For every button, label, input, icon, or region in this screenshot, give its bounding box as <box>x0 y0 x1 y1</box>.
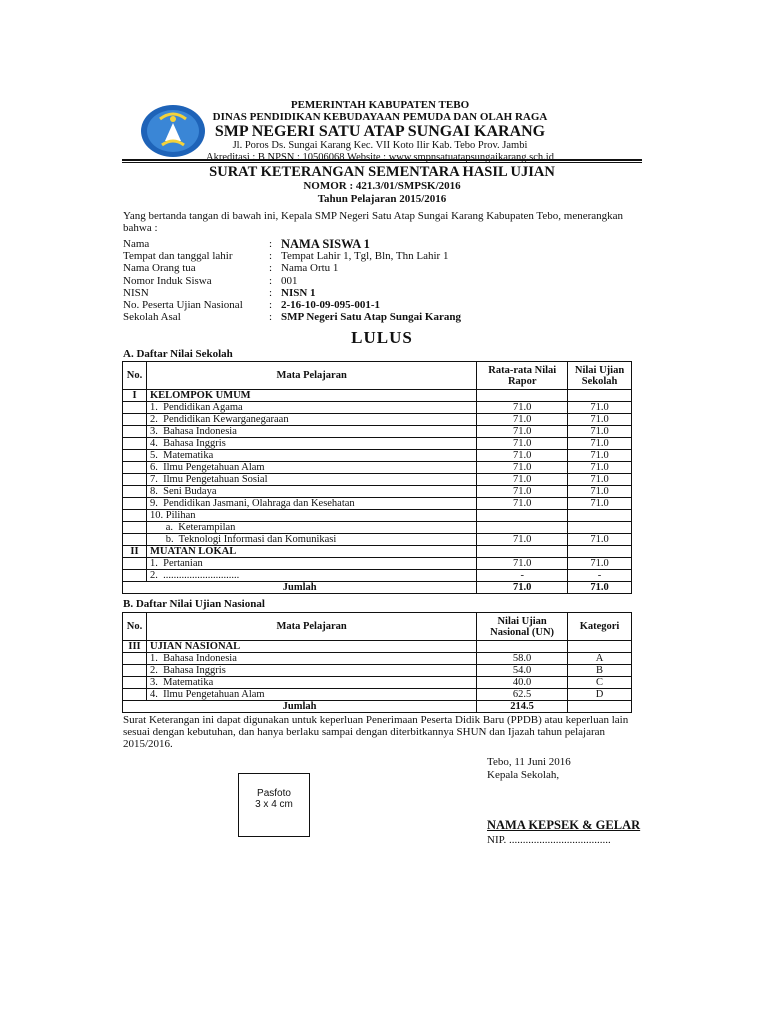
header-un-score: Nilai Ujian Nasional (UN) <box>477 613 568 641</box>
school-grades-table <box>122 361 632 594</box>
school-exam-score: 71.0 <box>568 462 632 474</box>
subject-name: MUATAN LOKAL <box>146 546 476 558</box>
school-exam-score: 71.0 <box>568 558 632 570</box>
row-number <box>123 510 147 522</box>
identity-value: Nama Ortu 1 <box>281 262 339 275</box>
header-rapor: Rata-rata Nilai Rapor <box>477 362 568 390</box>
department-name: DINAS PENDIDIKAN KEBUDAYAAN PEMUDA DAN OLAH RAGA <box>212 111 548 123</box>
place-date: Tebo, 11 Juni 2016 <box>487 756 571 768</box>
table-row <box>123 462 632 474</box>
un-score: 40.0 <box>477 677 568 689</box>
subject-name: b. Teknologi Informasi dan Komunikasi <box>146 534 476 546</box>
identity-label: Tempat dan tanggal lahir <box>123 250 233 263</box>
identity-label: Nomor Induk Siswa <box>123 274 212 287</box>
total-school-exam: 71.0 <box>568 582 632 594</box>
total-label: Jumlah <box>123 701 477 713</box>
signature-place <box>487 756 571 782</box>
category <box>568 641 632 653</box>
subject-name: a. Keterampilan <box>146 522 476 534</box>
photo-label: Pasfoto <box>257 788 291 799</box>
subject-name: 2. Bahasa Inggris <box>146 665 476 677</box>
header-subject: Mata Pelajaran <box>146 613 476 641</box>
row-number <box>123 665 147 677</box>
section-b-heading: B. Daftar Nilai Ujian Nasional <box>123 598 265 610</box>
un-score: 54.0 <box>477 665 568 677</box>
school-exam-score: 71.0 <box>568 414 632 426</box>
category: A <box>568 653 632 665</box>
row-number: II <box>123 546 147 558</box>
subject-name: 1. Pertanian <box>146 558 476 570</box>
school-exam-score <box>568 510 632 522</box>
identity-value: NAMA SISWA 1 <box>281 237 370 251</box>
rapor-score: 71.0 <box>477 486 568 498</box>
subject-name: 2. Pendidikan Kewarganegaraan <box>146 414 476 426</box>
rapor-score: 71.0 <box>477 402 568 414</box>
usage-note: Surat Keterangan ini dapat digunakan untuk keperluan Penerimaan Peserta Didik Baru (PPDB) atau keperluan lain sesuai dengan kebutuhan, dan hanya berlaku sampai dengan diterbitkannya SHUN dan Ijazah tahun pelajaran 2015/2016. <box>123 714 629 750</box>
identity-value: 2-16-10-09-095-001-1 <box>281 298 380 311</box>
identity-label: Nama <box>123 238 150 250</box>
table-row <box>123 402 632 414</box>
rapor-score: 71.0 <box>477 498 568 510</box>
government-name: PEMERINTAH KABUPATEN TEBO <box>290 99 470 111</box>
table-row <box>123 689 632 701</box>
header-divider-thick <box>122 159 642 161</box>
photo-size: 3 x 4 cm <box>255 799 293 810</box>
table-row <box>123 558 632 570</box>
identity-value: NISN 1 <box>281 286 316 299</box>
total-row <box>123 582 632 594</box>
category: B <box>568 665 632 677</box>
header-school-exam: Nilai Ujian Sekolah <box>568 362 632 390</box>
un-score <box>477 641 568 653</box>
table-row <box>123 414 632 426</box>
subject-name: 4. Bahasa Inggris <box>146 438 476 450</box>
subject-name: 9. Pendidikan Jasmani, Olahraga dan Kesehatan <box>146 498 476 510</box>
academic-year: Tahun Pelajaran 2015/2016 <box>317 193 447 205</box>
row-number: I <box>123 390 147 402</box>
total-category <box>568 701 632 713</box>
letter-title: SURAT KETERANGAN SEMENTARA HASIL UJIAN <box>209 164 555 180</box>
total-rapor: 71.0 <box>477 582 568 594</box>
total-un-score: 214.5 <box>477 701 568 713</box>
subject-name: 2. ............................. <box>146 570 476 582</box>
identity-label: NISN <box>123 286 149 299</box>
row-number <box>123 653 147 665</box>
category: C <box>568 677 632 689</box>
table-row <box>123 474 632 486</box>
signatory-position: Kepala Sekolah, <box>487 769 560 781</box>
table-row <box>123 677 632 689</box>
row-number: III <box>123 641 147 653</box>
identity-colon: : <box>269 311 273 324</box>
row-number <box>123 522 147 534</box>
rapor-score: 71.0 <box>477 426 568 438</box>
un-score: 62.5 <box>477 689 568 701</box>
rapor-score: 71.0 <box>477 558 568 570</box>
total-label: Jumlah <box>123 582 477 594</box>
identity-colon: : <box>269 274 273 287</box>
identity-colon: : <box>269 238 273 250</box>
table-row <box>123 438 632 450</box>
total-row <box>123 701 632 713</box>
subject-name: 7. Ilmu Pengetahuan Sosial <box>146 474 476 486</box>
table-row <box>123 498 632 510</box>
school-exam-score: 71.0 <box>568 450 632 462</box>
identity-value: Tempat Lahir 1, Tgl, Bln, Thn Lahir 1 <box>281 250 449 263</box>
header-divider-thin <box>122 162 642 163</box>
school-exam-score: 71.0 <box>568 426 632 438</box>
school-exam-score: 71.0 <box>568 486 632 498</box>
subject-name: 4. Ilmu Pengetahuan Alam <box>146 689 476 701</box>
school-exam-score: 71.0 <box>568 438 632 450</box>
identity-value: 001 <box>281 274 298 287</box>
row-number <box>123 689 147 701</box>
school-address: Jl. Poros Ds. Sungai Karang Kec. VII Koto Ilir Kab. Tebo Prov. Jambi <box>232 140 528 151</box>
header-subject: Mata Pelajaran <box>146 362 476 390</box>
header-no: No. <box>123 362 147 390</box>
identity-colon: : <box>269 262 273 275</box>
table-row <box>123 486 632 498</box>
row-number <box>123 450 147 462</box>
subject-name: 3. Matematika <box>146 677 476 689</box>
row-number <box>123 498 147 510</box>
headmaster-nip: NIP. ..................................... <box>487 834 611 846</box>
identity-label: No. Peserta Ujian Nasional <box>123 298 243 311</box>
rapor-score: 71.0 <box>477 438 568 450</box>
school-exam-score <box>568 522 632 534</box>
rapor-score: 71.0 <box>477 414 568 426</box>
table-row <box>123 522 632 534</box>
subject-name: KELOMPOK UMUM <box>146 390 476 402</box>
subject-name: 8. Seni Budaya <box>146 486 476 498</box>
identity-label: Sekolah Asal <box>123 311 181 324</box>
row-number <box>123 570 147 582</box>
rapor-score <box>477 522 568 534</box>
subject-name: 1. Bahasa Indonesia <box>146 653 476 665</box>
school-accreditation: Akreditasi : B NPSN : 10506068 Website : www.smpnsatuatapsungaikarang.sch.id <box>206 152 554 163</box>
school-name: SMP NEGERI SATU ATAP SUNGAI KARANG <box>214 123 546 140</box>
rapor-score <box>477 546 568 558</box>
headmaster-name: NAMA KEPSEK & GELAR <box>487 818 641 832</box>
row-number <box>123 474 147 486</box>
intro-paragraph: Yang bertanda tangan di bawah ini, Kepala SMP Negeri Satu Atap Sungai Karang Kabupaten Tebo, menerangkan bahwa : <box>123 210 624 234</box>
row-number <box>123 534 147 546</box>
category: D <box>568 689 632 701</box>
rapor-score: 71.0 <box>477 534 568 546</box>
school-exam-score <box>568 390 632 402</box>
table-row <box>123 510 632 522</box>
photo-placeholder <box>238 773 310 837</box>
identity-value: SMP Negeri Satu Atap Sungai Karang <box>281 311 461 324</box>
un-score: 58.0 <box>477 653 568 665</box>
row-number <box>123 414 147 426</box>
table-row <box>123 426 632 438</box>
result-status: LULUS <box>351 328 413 347</box>
identity-colon: : <box>269 250 273 263</box>
rapor-score: 71.0 <box>477 450 568 462</box>
national-exam-table <box>122 612 632 713</box>
letterhead <box>120 99 640 164</box>
rapor-score <box>477 390 568 402</box>
row-number <box>123 462 147 474</box>
school-exam-score: - <box>568 570 632 582</box>
subject-name: 1. Pendidikan Agama <box>146 402 476 414</box>
school-exam-score: 71.0 <box>568 474 632 486</box>
identity-colon: : <box>269 286 273 299</box>
header-no: No. <box>123 613 147 641</box>
table-row <box>123 546 632 558</box>
rapor-score: 71.0 <box>477 474 568 486</box>
identity-colon: : <box>269 298 273 311</box>
row-number <box>123 438 147 450</box>
subject-name: 6. Ilmu Pengetahuan Alam <box>146 462 476 474</box>
subject-name: UJIAN NASIONAL <box>146 641 476 653</box>
table-row <box>123 534 632 546</box>
school-exam-score: 71.0 <box>568 402 632 414</box>
table-row <box>123 653 632 665</box>
row-number <box>123 402 147 414</box>
section-a-heading: A. Daftar Nilai Sekolah <box>123 348 233 360</box>
header-category: Kategori <box>568 613 632 641</box>
row-number <box>123 426 147 438</box>
table-row <box>123 450 632 462</box>
rapor-score <box>477 510 568 522</box>
identity-label: Nama Orang tua <box>123 262 196 275</box>
table-row <box>123 665 632 677</box>
rapor-score: - <box>477 570 568 582</box>
rapor-score: 71.0 <box>477 462 568 474</box>
table-row <box>123 641 632 653</box>
school-exam-score: 71.0 <box>568 498 632 510</box>
subject-name: 10. Pilihan <box>146 510 476 522</box>
table-row <box>123 570 632 582</box>
row-number <box>123 558 147 570</box>
table-row <box>123 390 632 402</box>
school-exam-score: 71.0 <box>568 534 632 546</box>
row-number <box>123 486 147 498</box>
subject-name: 3. Bahasa Indonesia <box>146 426 476 438</box>
row-number <box>123 677 147 689</box>
subject-name: 5. Matematika <box>146 450 476 462</box>
letter-number: NOMOR : 421.3/01/SMPSK/2016 <box>303 180 461 192</box>
school-exam-score <box>568 546 632 558</box>
